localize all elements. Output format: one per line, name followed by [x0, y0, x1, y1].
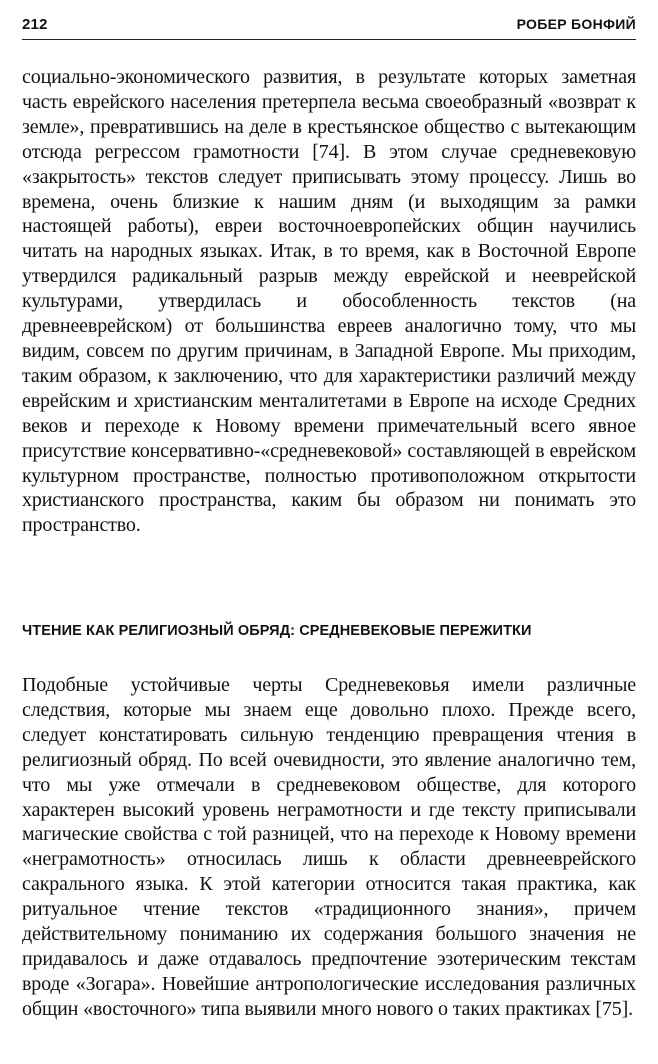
- page-number: 212: [22, 16, 48, 33]
- section-heading: ЧТЕНИЕ КАК РЕЛИГИОЗНЫЙ ОБРЯД: СРЕДНЕВЕКОВЫЕ ПЕРЕЖИТКИ: [22, 623, 532, 639]
- running-title: РОБЕР БОНФИЙ: [516, 16, 636, 32]
- paragraph-section-opening: Подобные устойчивые черты Средневековья имели различные следствия, которые мы знаем еще довольно плохо. Прежде всего, следует констатировать сильную тенденцию превращения чтения в религиозный обряд. По всей очевидности, это явление аналогично тем, что мы уже отмечали в средневековом обществе, для которого характерен высокий уровень неграмотности и где тексту приписывали магические свойства с той разницей, что на переходе к Новому времени «неграмотность» относилась лишь к области древнееврейского сакрального языка. К этой категории относится такая практика, как ритуальное чтение текстов «традиционного знания», причем действительному пониманию их содержания большого значения не придавалось и даже отдавалось предпочтение эзотерическим текстам вроде «Зогара». Новейшие антропологические исследования различных общин «восточного» типа выявили много нового о таких практиках [75].: [22, 674, 636, 1020]
- running-header: [22, 12, 636, 42]
- paragraph-continuation: социально-экономического развития, в результате которых заметная часть еврейского населения претерпела весьма своеобразный «возврат к земле», превратившись на деле в крестьянское общество с вытекающим отсюда регрессом грамотности [74]. В этом случае средневековую «закрытость» текстов следует приписывать этому процессу. Лишь во времена, очень близкие к нашим дням (и выходящим за рамки настоящей работы), евреи восточноевропейских общин научились читать на народных языках. Итак, в то время, как в Восточной Европе утвердился радикальный разрыв между еврейской и нееврейской культурами, утвердилась и обособленность текстов (на древнееврейском) от большинства евреев аналогично тому, что мы видим, совсем по другим причинам, в Западной Европе. Мы приходим, таким образом, к заключению, что для характеристики различий между еврейским и христианским менталитетами в Европе на исходе Средних веков и переходе к Новому времени примечательный всего явное присутствие консервативно-«средневековой» составляющей в еврейском культурном пространстве, полностью противоположном открытости христианского пространства, каким бы образом ни понимать это пространство.: [22, 66, 636, 537]
- header-rule: [22, 39, 636, 40]
